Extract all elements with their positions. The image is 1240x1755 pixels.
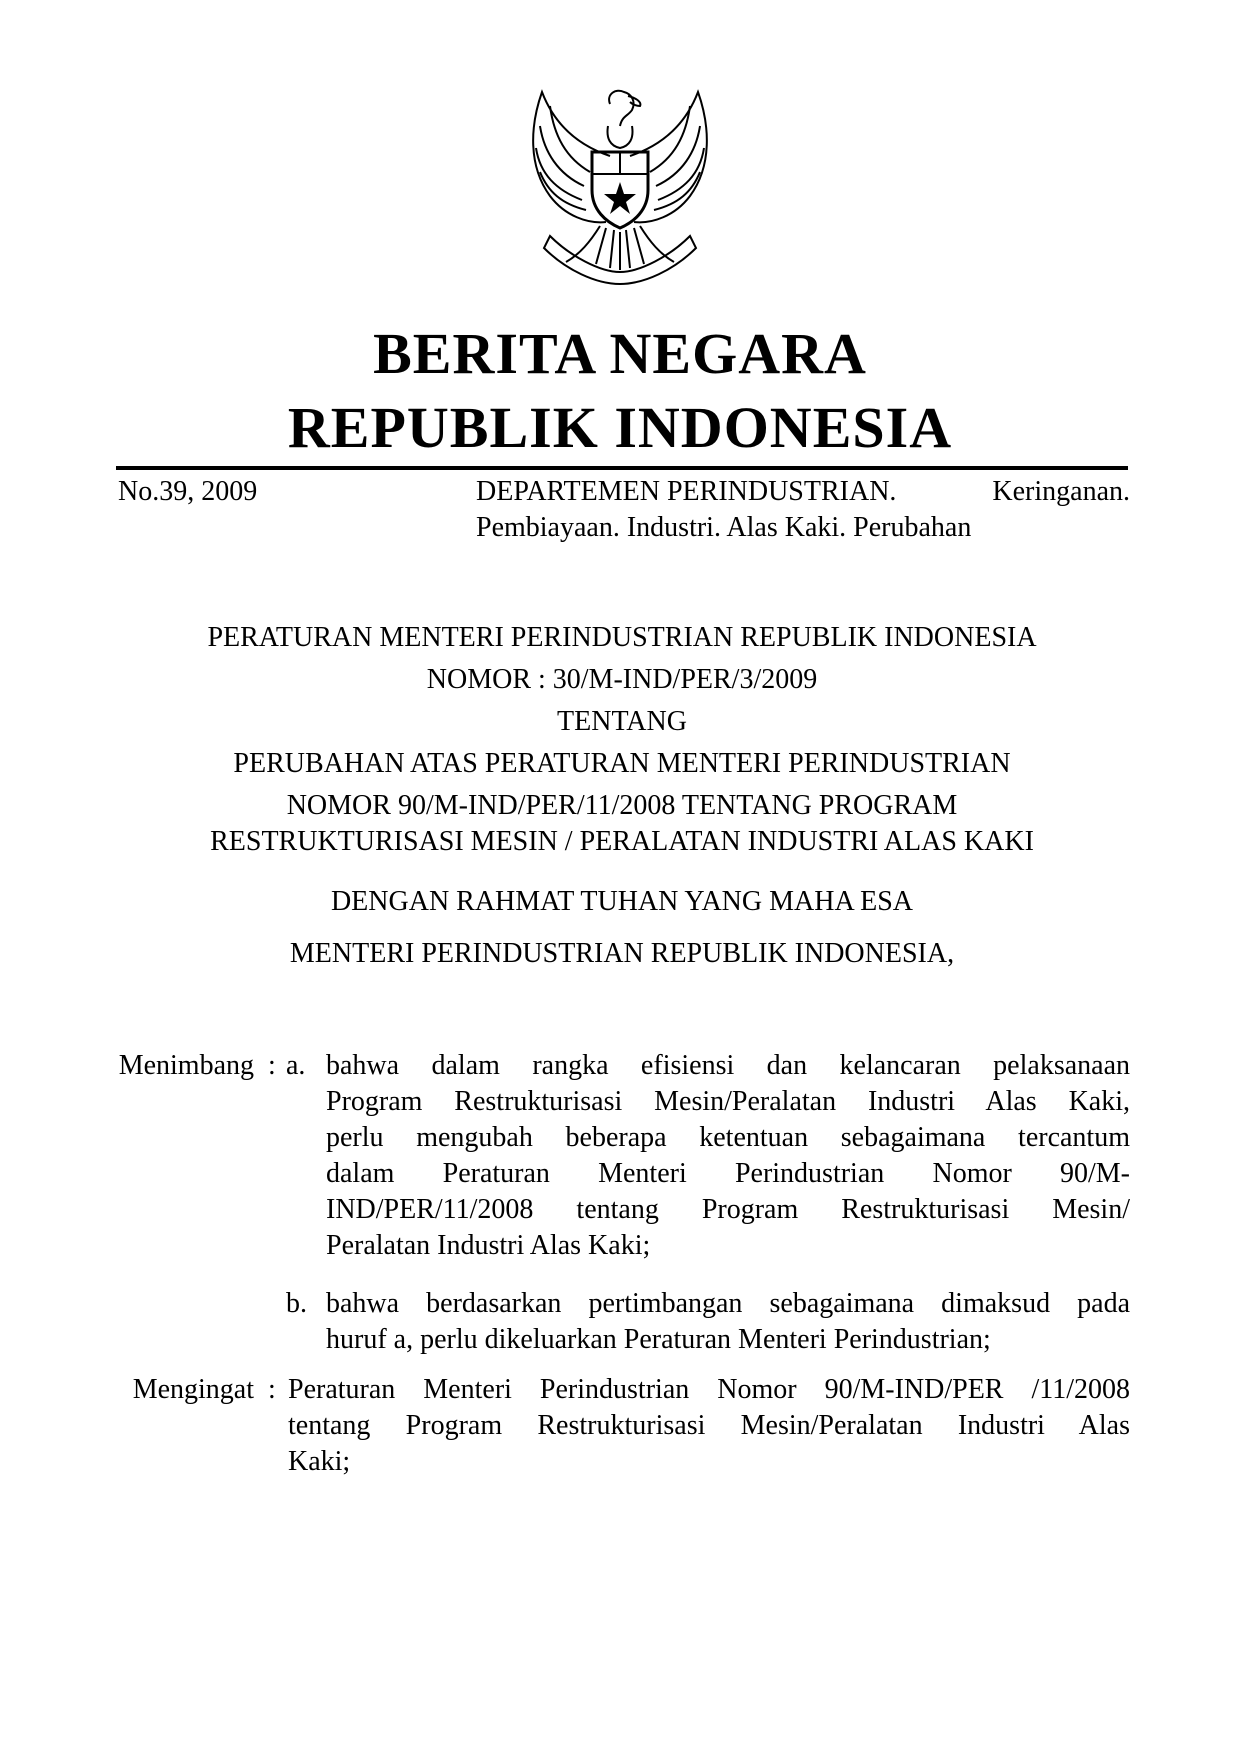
menimbang-a-line: Peralatan Industri Alas Kaki; (326, 1230, 651, 1261)
menimbang-item-b (326, 1286, 1130, 1358)
description-line1-b: Keringanan. (992, 476, 1130, 507)
regulation-subject-line1: PERUBAHAN ATAS PERATURAN MENTERI PERINDUSTRIAN (233, 748, 1011, 779)
gazette-description (476, 474, 1130, 546)
mengingat-text (288, 1372, 1130, 1480)
header-divider (116, 466, 1128, 470)
menimbang-label: Menimbang (118, 1050, 254, 1081)
menimbang-marker-a: a. (286, 1050, 306, 1081)
invocation: DENGAN RAHMAT TUHAN YANG MAHA ESA (330, 886, 914, 917)
menimbang-a-line: bahwa dalam rangka efisiensi dan kelancaran pelaksanaan (326, 1050, 1130, 1081)
description-line1-a: DEPARTEMEN PERINDUSTRIAN. (476, 476, 897, 507)
mengingat-line: Peraturan Menteri Perindustrian Nomor 90/M-IND/PER /11/2008 (288, 1374, 1130, 1405)
menimbang-b-line: bahwa berdasarkan pertimbangan sebagaimana dimaksud pada (326, 1288, 1130, 1319)
gazette-title-line1: BERITA NEGARA (373, 321, 867, 386)
menimbang-a-line: dalam Peraturan Menteri Perindustrian Nomor 90/M- (326, 1158, 1130, 1189)
regulation-subject-line2: NOMOR 90/M-IND/PER/11/2008 TENTANG PROGRAM (286, 790, 958, 821)
menimbang-a-line: Program Restrukturisasi Mesin/Peralatan Industri Alas Kaki, (326, 1086, 1130, 1117)
menimbang-b-line: huruf a, perlu dikeluarkan Peraturan Menteri Perindustrian; (326, 1324, 991, 1355)
regulation-number: NOMOR : 30/M-IND/PER/3/2009 (426, 664, 818, 695)
mengingat-label: Mengingat (132, 1374, 254, 1405)
minister-heading: MENTERI PERINDUSTRIAN REPUBLIK INDONESIA, (289, 938, 955, 969)
regulation-subject-line3: RESTRUKTURISASI MESIN / PERALATAN INDUSTRI ALAS KAKI (210, 826, 1034, 857)
menimbang-a-line: perlu mengubah beberapa ketentuan sebagaimana tercantum (326, 1122, 1130, 1153)
garuda-emblem-icon (510, 86, 730, 300)
description-line2: Pembiayaan. Industri. Alas Kaki. Perubahan (476, 512, 972, 543)
regulation-title: PERATURAN MENTERI PERINDUSTRIAN REPUBLIK INDONESIA (207, 622, 1037, 653)
menimbang-a-line: IND/PER/11/2008 tentang Program Restrukturisasi Mesin/ (326, 1194, 1130, 1225)
regulation-tentang: TENTANG (557, 706, 687, 737)
gazette-title-line2: REPUBLIK INDONESIA (287, 395, 953, 460)
menimbang-marker-b: b. (286, 1288, 307, 1319)
gazette-number: No.39, 2009 (118, 476, 258, 507)
mengingat-colon: : (268, 1374, 276, 1405)
mengingat-line: Kaki; (288, 1446, 351, 1477)
menimbang-item-a (326, 1048, 1130, 1264)
menimbang-colon: : (268, 1050, 276, 1081)
mengingat-line: tentang Program Restrukturisasi Mesin/Peralatan Industri Alas (288, 1410, 1130, 1441)
